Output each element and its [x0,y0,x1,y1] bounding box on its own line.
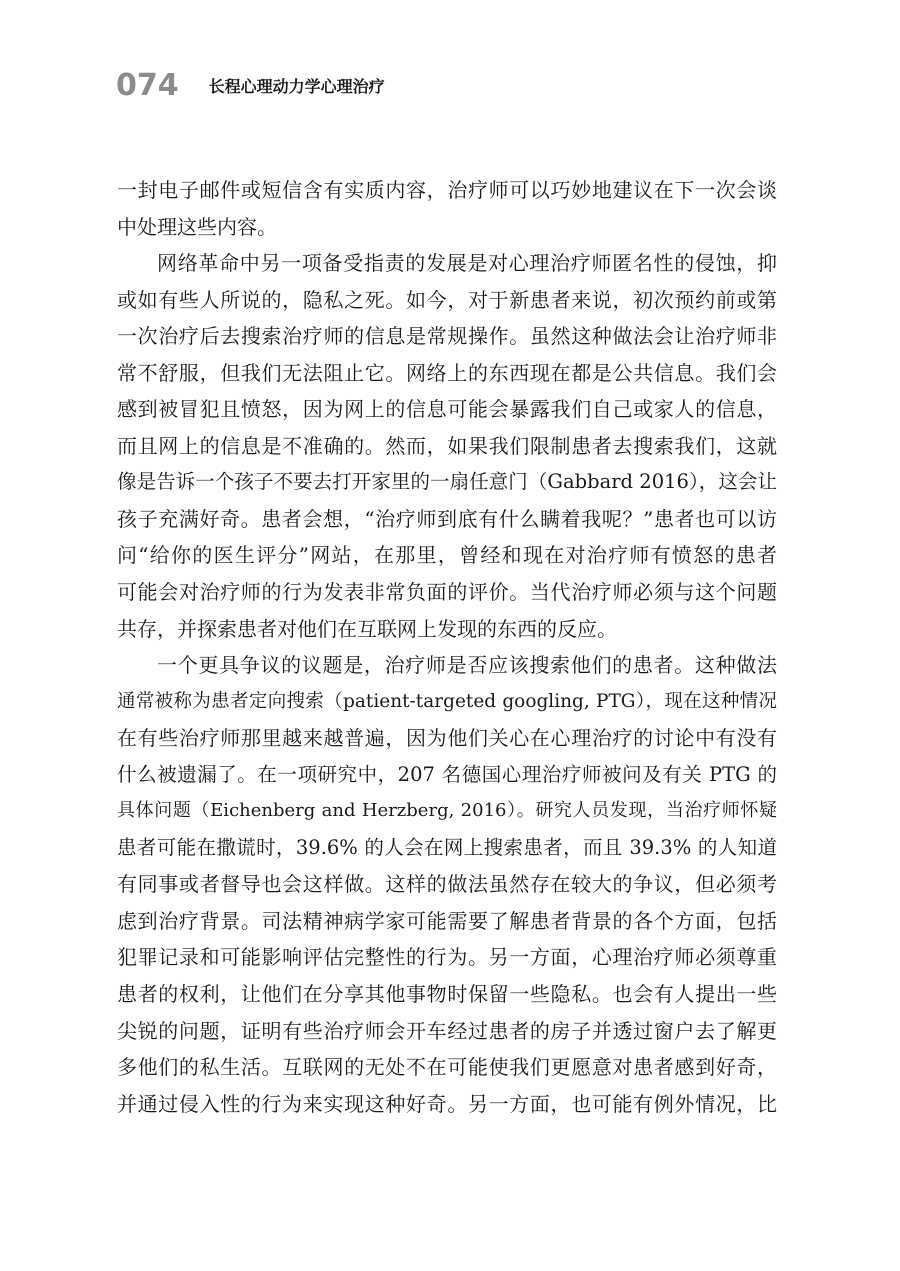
text-line: 而且网上的信息是不准确的。然而，如果我们限制患者去搜索我们，这就 [117,433,777,458]
text-line: 尖锐的问题，证明有些治疗师会开车经过患者的房子并透过窗户去了解更 [117,1018,777,1043]
text-line: 问“给你的医生评分”网站，在那里，曾经和现在对治疗师有愤怒的患者 [117,543,777,568]
text-line: 什么被遗漏了。在一项研究中，207 名德国心理治疗师被问及有关 PTG 的 [117,762,777,786]
text-line: 一个更具争议的议题是，治疗师是否应该搜索他们的患者。这种做法 [157,653,777,678]
body-text [117,172,777,1122]
text-line: 并通过侵入性的行为来实现这种好奇。另一方面，也可能有例外情况，比 [117,1091,777,1116]
text-line: 具体问题（Eichenberg and Herzberg, 2016）。研究人员发现，当治疗师怀疑 [117,800,777,822]
page-number: 074 [116,68,179,103]
text-line: 感到被冒犯且愤怒，因为网上的信息可能会暴露我们自己或家人的信息， [117,397,777,422]
text-line: 通常被称为患者定向搜索（patient-targeted googling, PTG），现在这种情况 [117,690,777,712]
text-line: 共存，并探索患者对他们在互联网上发现的东西的反应。 [117,616,617,641]
text-line: 多他们的私生活。互联网的无处不在可能使我们更愿意对患者感到好奇， [117,1055,777,1080]
text-line: 虑到治疗背景。司法精神病学家可能需要了解患者背景的各个方面，包括 [117,908,777,933]
text-line: 患者可能在撒谎时，39.6% 的人会在网上搜索患者，而且 39.3% 的人知道 [117,835,777,859]
text-line: 像是告诉一个孩子不要去打开家里的一扇任意门（Gabbard 2016），这会让 [117,470,777,494]
text-line: 或如有些人所说的，隐私之死。如今，对于新患者来说，初次预约前或第 [117,287,777,312]
book-title: 长程心理动力学心理治疗 [208,77,385,96]
text-line: 一次治疗后去搜索治疗师的信息是常规操作。虽然这种做法会让治疗师非 [117,324,777,349]
text-line: 常不舒服，但我们无法阻止它。网络上的东西现在都是公共信息。我们会 [117,360,777,385]
text-line: 在有些治疗师那里越来越普遍，因为他们关心在心理治疗的讨论中有没有 [117,726,777,751]
text-line: 患者的权利，让他们在分享其他事物时保留一些隐私。也会有人提出一些 [117,982,777,1007]
text-line: 犯罪记录和可能影响评估完整性的行为。另一方面，心理治疗师必须尊重 [117,945,777,970]
text-line: 网络革命中另一项备受指责的发展是对心理治疗师匿名性的侵蚀，抑 [157,251,777,276]
text-line: 有同事或者督导也会这样做。这样的做法虽然存在较大的争议，但必须考 [117,872,777,897]
running-header [116,66,385,106]
text-line: 孩子充满好奇。患者会想，“治疗师到底有什么瞒着我呢？”患者也可以访 [117,506,777,531]
text-line: 中处理这些内容。 [117,214,277,239]
text-line: 一封电子邮件或短信含有实质内容，治疗师可以巧妙地建议在下一次会谈 [117,178,777,202]
text-line: 可能会对治疗师的行为发表非常负面的评价。当代治疗师必须与这个问题 [117,580,777,605]
